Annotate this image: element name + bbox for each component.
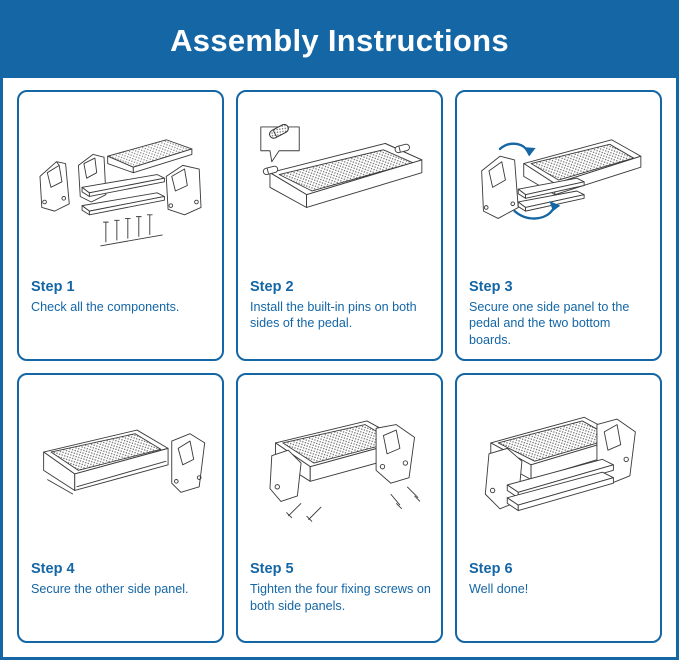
steps-grid xyxy=(3,78,676,657)
step-5-description: Tighten the four fixing screws on both side panels. xyxy=(250,582,431,613)
step-6-label: Step 6 xyxy=(469,561,513,577)
page-title: Assembly Instructions xyxy=(170,22,509,58)
step-2-illustration xyxy=(248,98,431,279)
step-2-label: Step 2 xyxy=(250,278,294,295)
step-5-illustration xyxy=(248,381,431,562)
step-3-illustration xyxy=(467,98,650,279)
step-card-6 xyxy=(455,373,662,644)
step-5-label: Step 5 xyxy=(250,561,294,577)
step-3-description: Secure one side panel to the pedal and the two bottom boards. xyxy=(469,299,630,347)
step-4-label: Step 4 xyxy=(31,561,75,577)
step-6-illustration xyxy=(467,381,650,562)
step-1-label: Step 1 xyxy=(31,278,75,295)
step-1-illustration xyxy=(29,98,212,279)
step-card-4 xyxy=(17,373,224,644)
step-card-3 xyxy=(455,90,662,361)
step-4-description: Secure the other side panel. xyxy=(31,582,189,596)
step-4-illustration xyxy=(29,381,212,562)
step-card-2 xyxy=(236,90,443,361)
step-3-label: Step 3 xyxy=(469,278,513,295)
step-2-description: Install the built-in pins on both sides of the pedal. xyxy=(250,299,417,331)
step-1-description: Check all the components. xyxy=(31,299,180,314)
step-card-1 xyxy=(17,90,224,361)
step-6-description: Well done! xyxy=(469,582,529,596)
step-card-5 xyxy=(236,373,443,644)
page-header xyxy=(3,3,676,78)
